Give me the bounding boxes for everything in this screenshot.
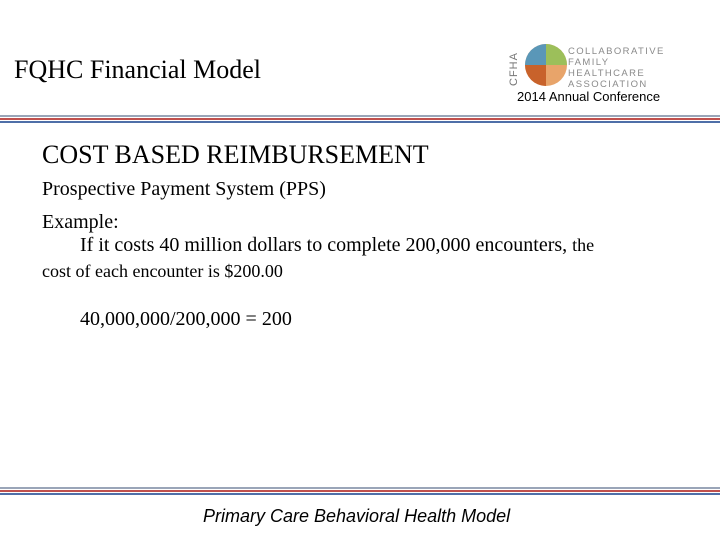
top-divider (0, 115, 720, 125)
cfha-logo-icon (510, 40, 570, 90)
slide-body (42, 140, 702, 331)
example-label: Example: (42, 211, 119, 233)
section-heading: COST BASED REIMBURSEMENT (42, 140, 429, 169)
bottom-divider (0, 487, 720, 497)
formula-line: 40,000,000/200,000 = 200 (80, 308, 292, 330)
cfha-logo (510, 40, 680, 90)
conference-label: 2014 Annual Conference (517, 89, 661, 104)
logo-line-2: FAMILY HEALTHCARE (568, 57, 646, 79)
pps-line: Prospective Payment System (PPS) (42, 178, 326, 200)
slide-title: FQHC Financial Model (14, 55, 261, 84)
example-line-1 (42, 234, 702, 257)
example-line-1-tail: the (572, 235, 595, 255)
example-line-2: cost of each encounter is $200.00 (42, 261, 283, 281)
logo-line-3: ASSOCIATION (568, 79, 648, 90)
footer-text: Primary Care Behavioral Health Model (203, 506, 511, 526)
cfha-vertical-text: CFHA (508, 52, 520, 86)
example-line-1-main: If it costs 40 million dollars to complete 200,000 encounters, (80, 234, 568, 256)
logo-line-1: COLLABORATIVE (568, 46, 665, 57)
logo-text (568, 46, 680, 90)
